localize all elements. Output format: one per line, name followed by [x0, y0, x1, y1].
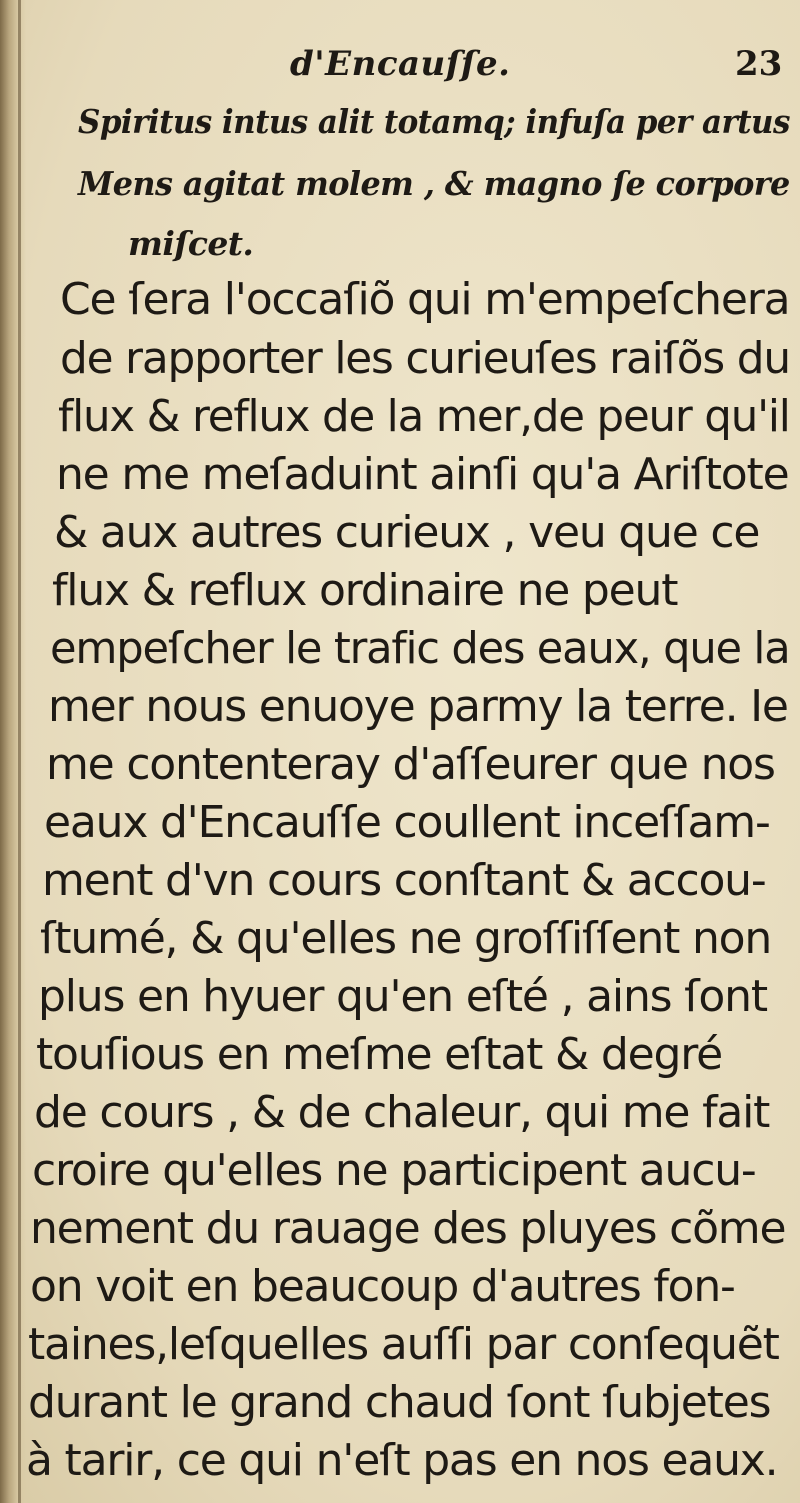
text-line: & aux autres curieux , veu que ce — [54, 507, 760, 558]
running-head: d'Encauſſe. — [290, 44, 511, 84]
text-line: de rapporter les curieuſes raiſõs du — [60, 333, 790, 384]
text-line: touſious en meſme eſtat & degré — [36, 1029, 723, 1080]
page-gutter — [0, 0, 26, 1503]
text-line: durant le grand chaud ſont ſubjetes — [28, 1377, 771, 1428]
text-line: ment d'vn cours conſtant & accou- — [42, 855, 766, 906]
verse-line: miſcet. — [128, 224, 254, 263]
binding-edge — [18, 0, 21, 1503]
text-line: nement du rauage des pluyes cõme — [30, 1203, 786, 1254]
text-line: flux & reflux de la mer,de peur qu'il — [58, 391, 790, 442]
text-line: me contenteray d'aſſeurer que nos — [46, 739, 775, 790]
text-line: plus en hyuer qu'en eſté , ains ſont — [38, 971, 767, 1022]
verse-line: Spiritus intus alit totamq; infuſa per artus — [78, 102, 790, 141]
text-line: ne me meſaduint ainſi qu'a Ariſtote — [56, 449, 789, 500]
text-line: ſtumé, & qu'elles ne groſſiſſent non — [40, 913, 772, 964]
page-number: 23 — [735, 44, 783, 84]
text-line: on voit en beaucoup d'autres fon- — [30, 1261, 735, 1312]
text-line: taines,leſquelles auſſi par conſequẽt — [28, 1319, 779, 1370]
verse-line: Mens agitat molem , & magno ſe corpore — [78, 164, 790, 203]
text-line: flux & reflux ordinaire ne peut — [52, 565, 678, 616]
text-line: eaux d'Encauſſe coullent inceſſam- — [44, 797, 770, 848]
text-line: mer nous enuoye parmy la terre. Ie — [48, 681, 788, 732]
text-line: à tarir, ce qui n'eſt pas en nos eaux. — [26, 1435, 778, 1486]
text-line: de cours , & de chaleur, qui me fait — [34, 1087, 770, 1138]
page-header — [0, 40, 800, 90]
text-line: empeſcher le trafic des eaux, que la — [50, 623, 790, 674]
text-line: Ce ſera l'occaſiõ qui m'empeſchera — [60, 274, 790, 325]
text-line: croire qu'elles ne participent aucu- — [32, 1145, 756, 1196]
